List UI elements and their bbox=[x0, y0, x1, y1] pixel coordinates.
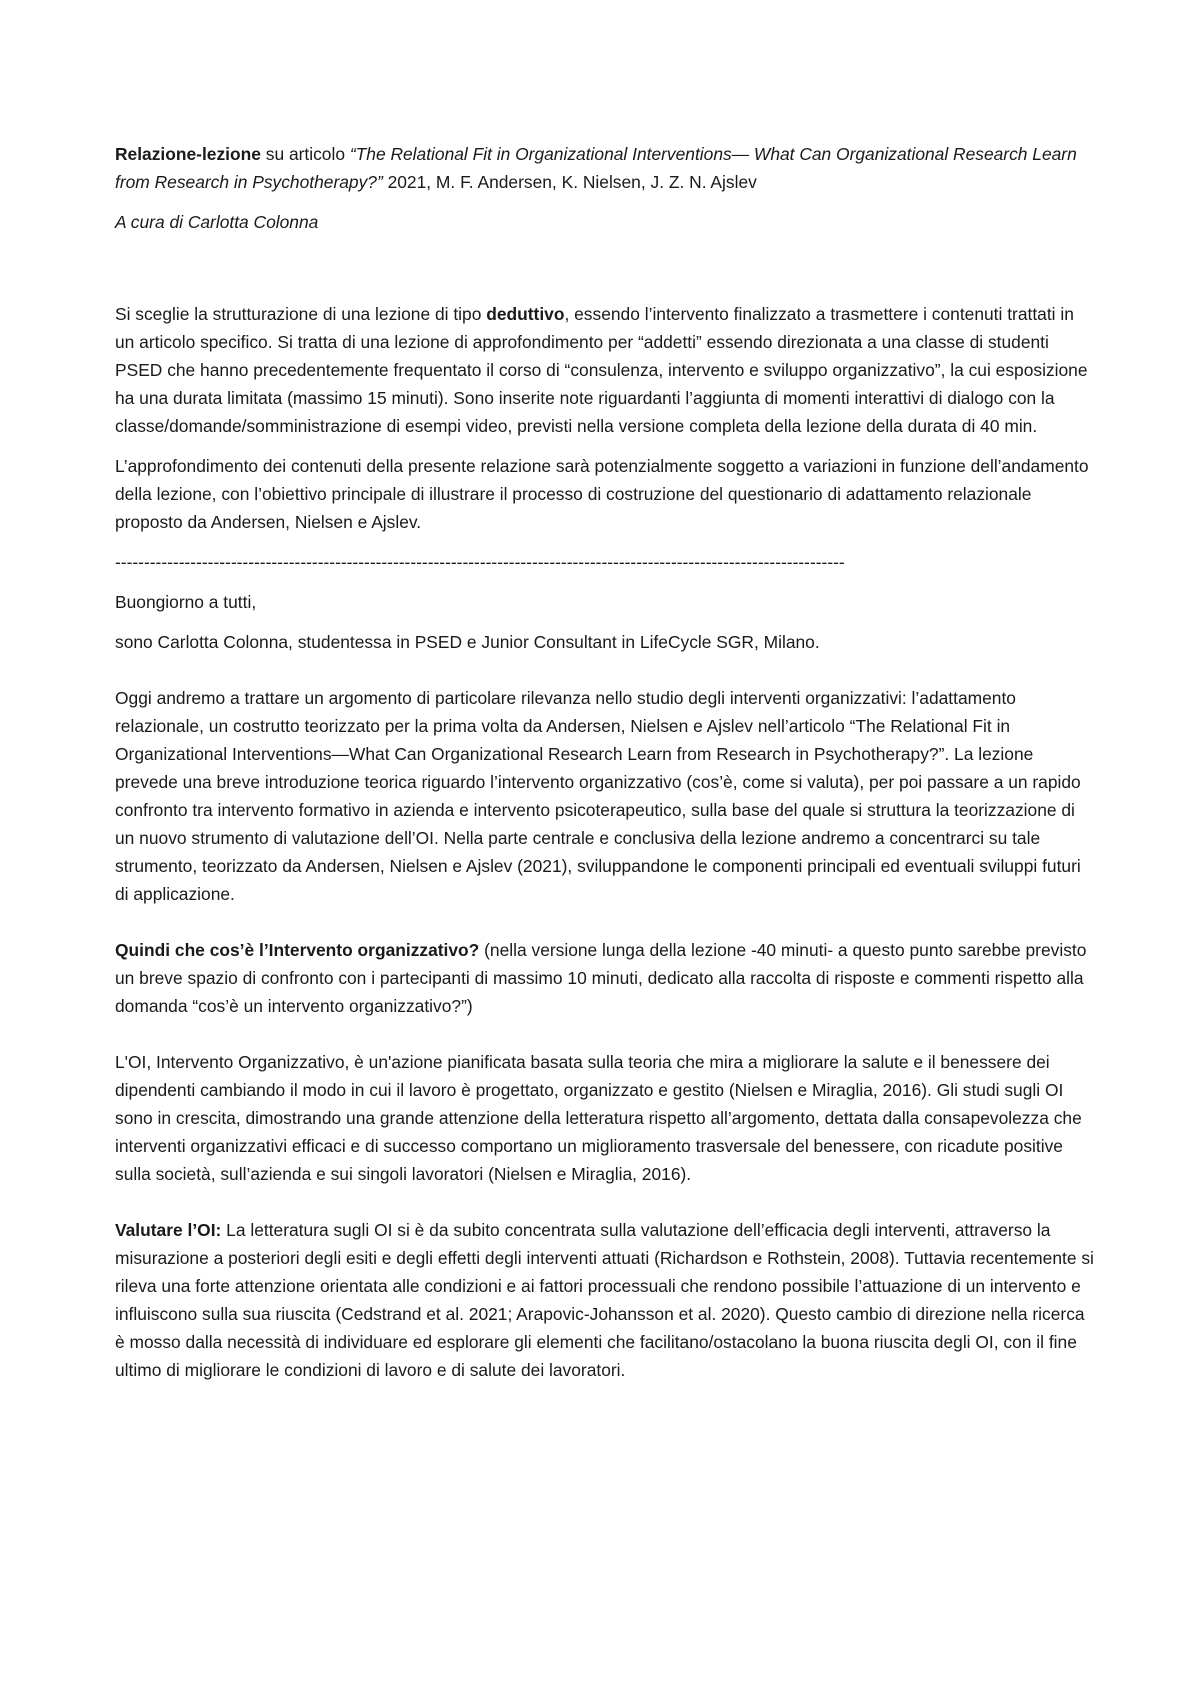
evaluation-paragraph bbox=[115, 1216, 1095, 1384]
oi-definition: L'OI, Intervento Organizzativo, è un'azione pianificata basata sulla teoria che mira a migliorare la salute e il benessere dei dipendenti cambiando il modo in cui il lavoro è progettato, organizzato e gestito (Nielsen e Miraglia, 2016). Gli studi sugli OI sono in crescita, dimostrando una grande attenzione della letteratura rispetto all’argomento, dettata dalla consapevolezza che interventi organizzativi efficaci e di successo comportano un miglioramento trasversale del benessere, con ricadute positive sulla società, sull’azienda e sui singoli lavoratori (Nielsen e Miraglia, 2016). bbox=[115, 1052, 1082, 1184]
article-citation: 2021, M. F. Andersen, K. Nielsen, J. Z. N. Ajslev bbox=[382, 172, 757, 192]
greeting: Buongiorno a tutti, bbox=[115, 592, 257, 612]
intro-p1-b: , essendo l’intervento finalizzato a trasmettere i contenuti trattati in un articolo specifico. Si tratta di una lezione di approfondimento per “addetti” essendo direzionata a una classe di studenti PSED che hanno precedentemente frequentato il corso di “consulenza, intervento e sviluppo organizzativo”, la cui esposizione ha una durata limitata (massimo 15 minuti). Sono inserite note riguardanti l’aggiunta di momenti interattivi di dialogo con la classe/domande/somministrazione di esempi video, previsti nella versione completa della lezione della durata di 40 min. bbox=[115, 304, 1088, 436]
intro-p1-bold: deduttivo bbox=[486, 304, 565, 324]
author-line: A cura di Carlotta Colonna bbox=[115, 212, 319, 232]
section-divider: ------------------------------------------------------------------------------------------------------------------------------ bbox=[115, 552, 845, 572]
intro-paragraph-2: L’approfondimento dei contenuti della presente relazione sarà potenzialmente soggetto a variazioni in funzione dell’andamento della lezione, con l’obiettivo principale di illustrare il processo di costruzione del questionario di adattamento relazionale proposto da Andersen, Nielsen e Ajslev. bbox=[115, 456, 1089, 532]
question-paragraph bbox=[115, 936, 1095, 1020]
intro-p1-a: Si sceglie la strutturazione di una lezione di tipo bbox=[115, 304, 487, 324]
lesson-overview: Oggi andremo a trattare un argomento di particolare rilevanza nello studio degli interventi organizzativi: l’adattamento relazionale, un costrutto teorizzato per la prima volta da Andersen, Nielsen e Ajslev nell’articolo “The Relational Fit in Organizational Interventions—What Can Organizational Research Learn from Research in Psychotherapy?”. La lezione prevede una breve introduzione teorica riguardo l’intervento organizzativo (cos’è, come si valuta), per poi passare a un rapido confronto tra intervento formativo in azienda e intervento psicoterapeutico, sulla base del quale si struttura la teorizzazione di un nuovo strumento di valutazione dell’OI. Nella parte centrale e conclusiva della lezione andremo a concentrarci su tale strumento, teorizzato da Andersen, Nielsen e Ajslev (2021), sviluppandone le componenti principali ed eventuali sviluppi futuri di applicazione. bbox=[115, 688, 1081, 904]
speaker-presentation: sono Carlotta Colonna, studentessa in PSED e Junior Consultant in LifeCycle SGR, Milano. bbox=[115, 632, 820, 652]
intro-paragraph-1 bbox=[115, 300, 1095, 440]
title-mid: su articolo bbox=[260, 144, 350, 164]
evaluation-heading: Valutare l’OI: bbox=[115, 1220, 222, 1240]
title-bold: Relazione-lezione bbox=[115, 144, 261, 164]
article-title: “The Relational Fit in Organizational Interventions— What Can Organizational Research Learn from Research in Psychotherapy?” bbox=[115, 144, 1077, 192]
question-note: (nella versione lunga della lezione -40 minuti- a questo punto sarebbe previsto un breve spazio di confronto con i partecipanti di massimo 10 minuti, dedicato alla raccolta di risposte e commenti rispetto alla domanda “cos’è un intervento organizzativo?”) bbox=[115, 940, 1087, 1016]
evaluation-text: La letteratura sugli OI si è da subito concentrata sulla valutazione dell’efficacia degli interventi, attraverso la misurazione a posteriori degli esiti e degli effetti degli interventi attuati (Richardson e Rothstein, 2008). Tuttavia recentemente si rileva una forte attenzione orientata alle condizioni e ai fattori processuali che rendono possibile l’attuazione di un intervento e influiscono sulla sua riuscita (Cedstrand et al. 2021; Arapovic-Johansson et al. 2020). Questo cambio di direzione nella ricerca è mosso dalla necessità di individuare ed esplorare gli elementi che facilitano/ostacolano la buona riuscita degli OI, con il fine ultimo di migliorare le condizioni di lavoro e di salute dei lavoratori. bbox=[115, 1220, 1094, 1380]
document-title bbox=[115, 140, 1095, 196]
question-heading: Quindi che cos’è l’Intervento organizzativo? bbox=[115, 940, 480, 960]
